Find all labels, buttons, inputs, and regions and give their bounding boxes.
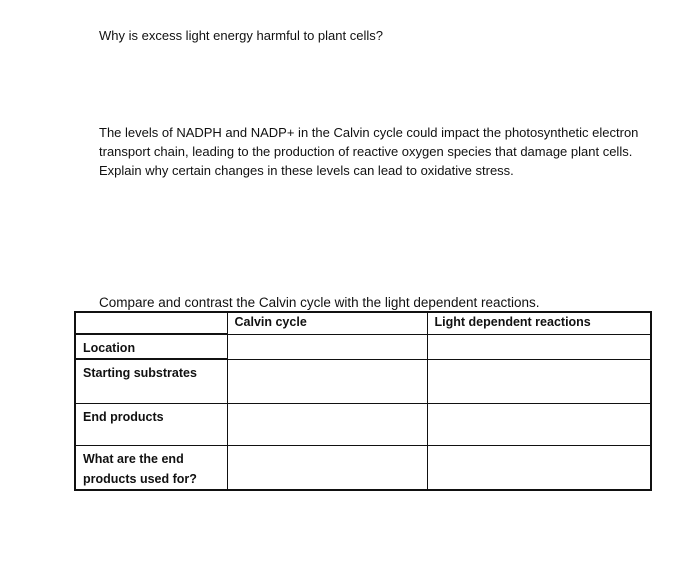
question-compare-contrast: Compare and contrast the Calvin cycle with the light dependent reactions.: [99, 295, 540, 310]
table-row: [75, 403, 651, 445]
cell-substrates-calvin: [227, 359, 427, 403]
row-label-starting-substrates: Starting substrates: [75, 359, 227, 403]
cell-end-products-light: [427, 403, 651, 445]
row-label-end-products: End products: [75, 403, 227, 445]
table-row: [75, 359, 651, 403]
row-label-end-products-use: What are the end products used for?: [75, 445, 227, 490]
cell-location-calvin: [227, 334, 427, 359]
cell-location-light: [427, 334, 651, 359]
comparison-table: [74, 311, 652, 491]
header-light-dependent: Light dependent reactions: [427, 312, 651, 334]
question-excess-light: Why is excess light energy harmful to plant cells?: [99, 28, 383, 43]
header-empty-cell: [75, 312, 227, 334]
question-nadph-oxidative-stress: The levels of NADPH and NADP+ in the Calvin cycle could impact the photosynthetic electron transport chain, leading to the production of reactive oxygen species that damage plant cells. Explain why certain changes in these levels can lead to oxidative stress.: [99, 125, 639, 178]
table-row: [75, 445, 651, 490]
cell-substrates-light: [427, 359, 651, 403]
cell-end-products-calvin: [227, 403, 427, 445]
header-calvin-cycle: Calvin cycle: [227, 312, 427, 334]
row-label-location: Location: [75, 334, 227, 359]
cell-use-calvin: [227, 445, 427, 490]
table-header-row: [75, 312, 651, 334]
cell-use-light: [427, 445, 651, 490]
table-row: [75, 334, 651, 359]
